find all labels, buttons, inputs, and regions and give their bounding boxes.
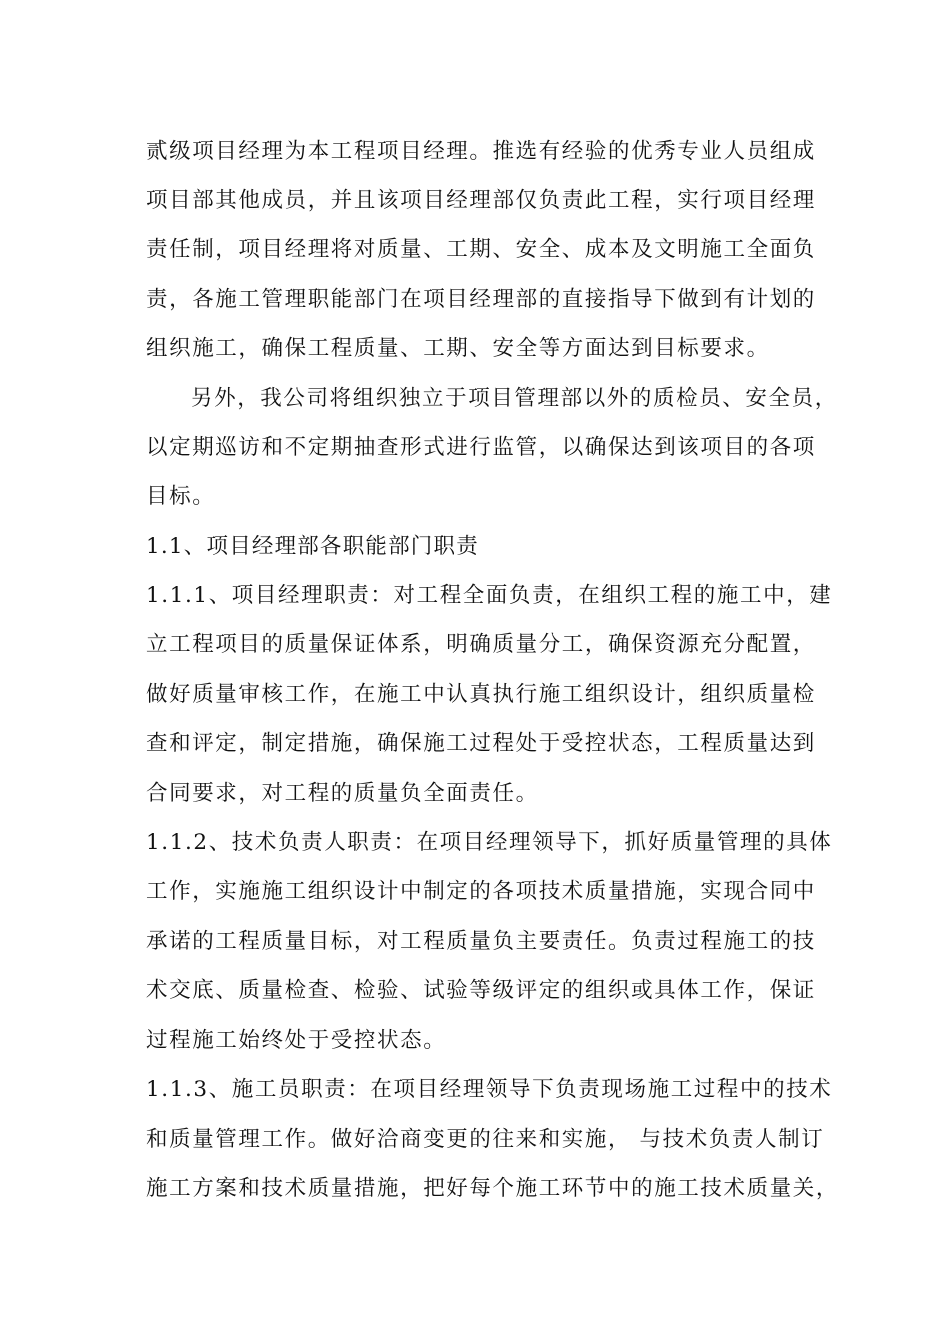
text-line: 项目部其他成员，并且该项目经理部仅负责此工程，实行项目经理 [146, 188, 816, 213]
text-line: 查和评定，制定措施，确保施工过程处于受控状态，工程质量达到 [146, 731, 816, 756]
text-line: 1.1.1、项目经理职责：对工程全面负责，在组织工程的施工中，建 [146, 583, 833, 608]
text-line: 1.1.3、施工员职责：在项目经理领导下负责现场施工过程中的技术 [146, 1077, 833, 1102]
text-line: 责，各施工管理职能部门在项目经理部的直接指导下做到有计划的 [146, 287, 816, 312]
text-line: 术交底、质量检查、检验、试验等级评定的组织或具体工作，保证 [146, 978, 816, 1003]
text-line: 以定期巡访和不定期抽查形式进行监管，以确保达到该项目的各项 [146, 435, 816, 460]
text-line: 责任制，项目经理将对质量、工期、安全、成本及文明施工全面负 [146, 237, 816, 262]
text-line: 承诺的工程质量目标，对工程质量负主要责任。负责过程施工的技 [146, 929, 816, 954]
text-line: 目标。 [146, 484, 216, 509]
section-heading: 1.1、项目经理部各职能部门职责 [146, 534, 479, 559]
text-line: 过程施工始终处于受控状态。 [146, 1028, 447, 1053]
text-line: 合同要求，对工程的质量负全面责任。 [146, 781, 539, 806]
text-line: 另外，我公司将组织独立于项目管理部以外的质检员、安全员， [191, 386, 838, 411]
text-line: 组织施工，确保工程质量、工期、安全等方面达到目标要求。 [146, 336, 770, 361]
text-line: 施工方案和技术质量措施，把好每个施工环节中的施工技术质量关， [146, 1176, 840, 1201]
text-line: 1.1.2、技术负责人职责：在项目经理领导下，抓好质量管理的具体 [146, 830, 833, 855]
text-line: 立工程项目的质量保证体系，明确质量分工，确保资源充分配置， [146, 632, 816, 657]
text-line: 和质量管理工作。做好洽商变更的往来和实施， 与技术负责人制订 [146, 1127, 825, 1152]
text-line: 贰级项目经理为本工程项目经理。推选有经验的优秀专业人员组成 [146, 139, 816, 164]
text-line: 做好质量审核工作，在施工中认真执行施工组织设计，组织质量检 [146, 682, 816, 707]
text-line: 工作，实施施工组织设计中制定的各项技术质量措施，实现合同中 [146, 879, 816, 904]
